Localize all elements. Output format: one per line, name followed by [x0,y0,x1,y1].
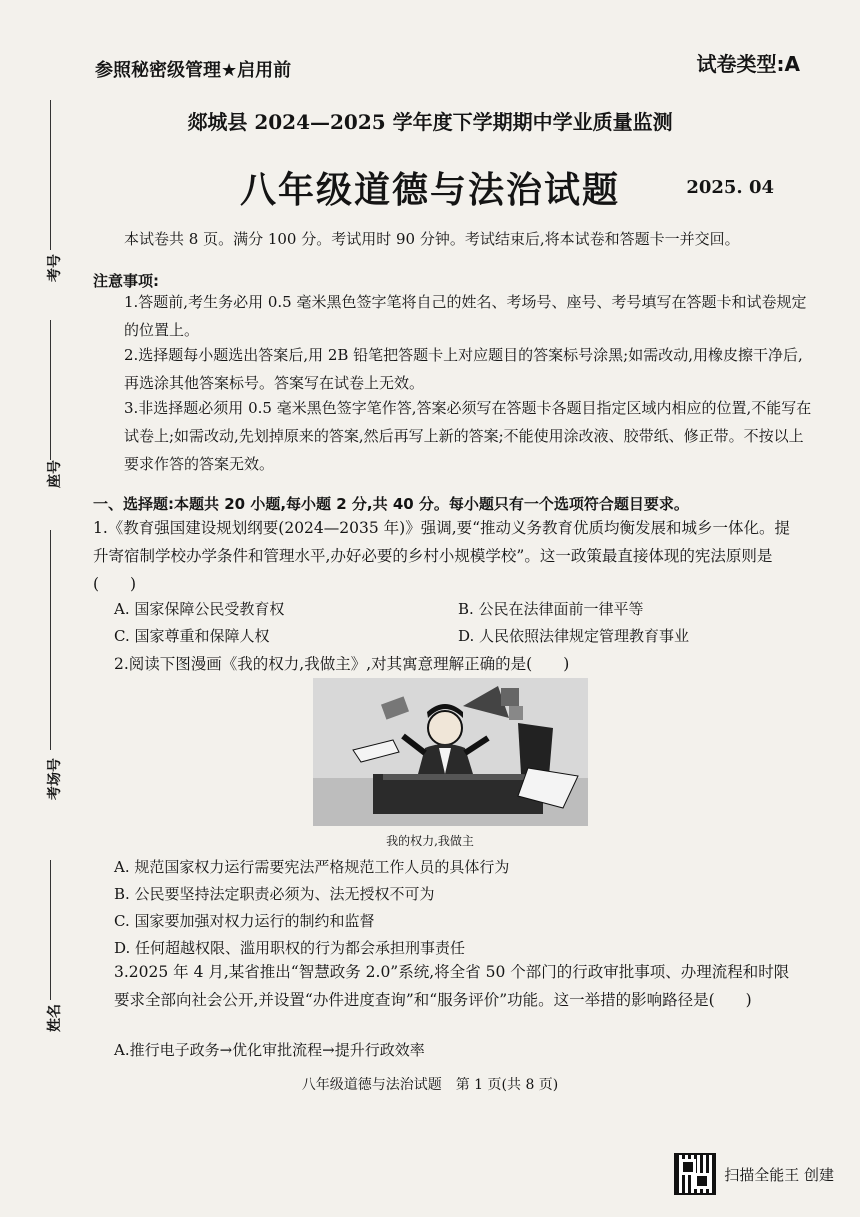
paper-type: 试卷类型:A [696,52,800,76]
section-heading: 一、选择题:本题共 20 小题,每小题 2 分,共 40 分。每小题只有一个选项符合题目要求。 [93,495,689,513]
question-3-option-a: A.推行电子政务→优化审批流程→提升行政效率 [114,1041,425,1059]
secret-level: 参照秘密级管理★启用前 [95,60,292,81]
question-2-option-c: C. 国家要加强对权力运行的制约和监督 [114,912,375,930]
page-footer: 八年级道德与法治试题 第 1 页(共 8 页) [301,1077,559,1093]
exam-number-label: 考号 [47,254,63,282]
scanner-watermark-text: 扫描全能王 创建 [724,1165,834,1184]
question-1-option-d: D. 人民依照法律规定管理教育事业 [458,627,690,645]
qr-code-icon [674,1153,716,1195]
cartoon-image [313,678,588,826]
question-3-stem: 3.2025 年 4 月,某省推出“智慧政务 2.0”系统,将全省 50 个部门的行政审批事项、办理流程和时限要求全部向社会公开,并设置“办件进度查询”和“服务评价”功能。这一举措的影响路径是( ) [114,963,790,1009]
scanner-watermark [674,1153,834,1195]
exam-date: 2025. 04 [686,177,774,198]
question-1-option-a: A. 国家保障公民受教育权 [114,600,285,618]
seat-number-line [50,320,51,460]
question-2-stem: 2.阅读下图漫画《我的权力,我做主》,对其寓意理解正确的是( ) [114,655,570,673]
exam-intro: 本试卷共 8 页。满分 100 分。考试用时 90 分钟。考试结束后,将本试卷和答题卡一并交回。 [124,230,740,248]
exam-title: 八年级道德与法治试题 [239,170,620,211]
name-line [50,860,51,1000]
question-2-option-b: B. 公民要坚持法定职责必须为、法无授权不可为 [114,885,435,903]
cartoon-caption: 我的权力,我做主 [386,834,474,848]
name-label: 姓名 [47,1004,63,1032]
notice-heading: 注意事项: [93,272,159,290]
question-1-option-c: C. 国家尊重和保障人权 [114,627,270,645]
notice-item: 2.选择题每小题选出答案后,用 2B 铅笔把答题卡上对应题目的答案标号涂黑;如需改动,用橡皮擦干净后,再选涂其他答案标号。答案写在试卷上无效。 [124,346,803,392]
exam-room-label: 考场号 [47,758,63,800]
notice-item: 3.非选择题必须用 0.5 毫米黑色签字笔作答,答案必须写在答题卡各题目指定区域内相应的位置,不能写在试卷上;如需改动,先划掉原来的答案,然后再写上新的答案;不能使用涂改液、胶带纸、修正带。不按以上要求作答的答案无效。 [124,399,812,473]
question-2-option-a: A. 规范国家权力运行需要宪法严格规范工作人员的具体行为 [114,858,510,876]
question-2-option-d: D. 任何超越权限、滥用职权的行为都会承担刑事责任 [114,939,466,957]
question-1-stem: 1.《教育强国建设规划纲要(2024—2035 年)》强调,要“推动义务教育优质均衡发展和城乡一体化。提升寄宿制学校办学条件和管理水平,办好必要的乡村小规模学校”。这一政策最直接体现的宪法原则是( ) [93,519,791,593]
cartoon-illustration [313,678,588,826]
exam-subtitle: 郯城县 2024—2025 学年度下学期期中学业质量监测 [187,110,673,134]
notice-item: 1.答题前,考生务必用 0.5 毫米黑色签字笔将自己的姓名、考场号、座号、考号填写在答题卡和试卷规定的位置上。 [124,293,807,339]
question-1-option-b: B. 公民在法律面前一律平等 [458,600,644,618]
seat-number-label: 座号 [47,460,63,488]
exam-room-line [50,530,51,750]
